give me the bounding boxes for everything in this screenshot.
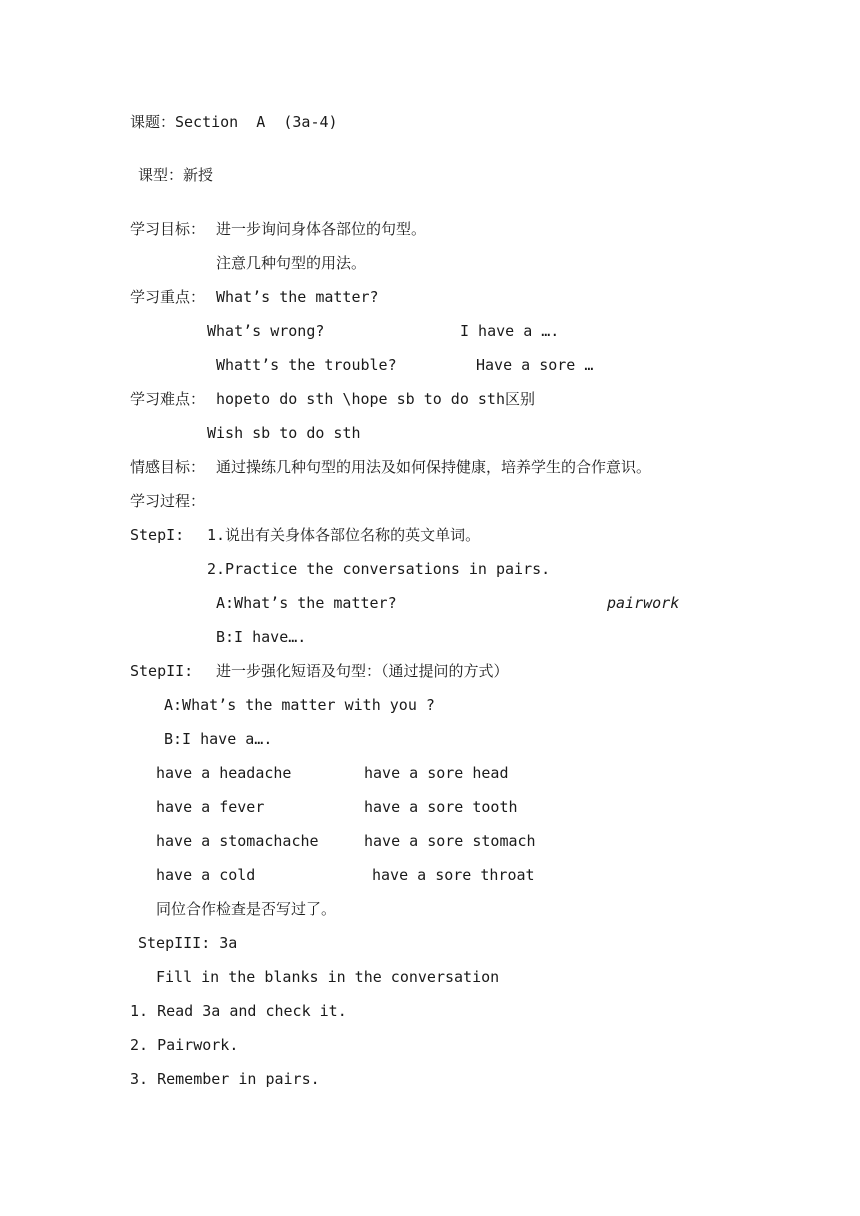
step3-label: StepIII: 3a [138, 934, 238, 952]
step1-label: StepI: [130, 526, 185, 544]
key-points-line-2b: I have a …. [460, 322, 560, 340]
step1-item-2: 2.Practice the conversations in pairs. [207, 560, 551, 578]
emotion-label: 情感目标： [130, 458, 206, 476]
step2-check: 同位合作检查是否写过了。 [156, 900, 337, 918]
step3-item: 3. Remember in pairs. [130, 1070, 320, 1088]
difficulties-line-1: hopeto do sth \hope sb to do sth区别 [216, 390, 535, 408]
key-points-line-3b: Have a sore … [476, 356, 594, 374]
emotion-text: 通过操练几种句型的用法及如何保持健康，培养学生的合作意识。 [216, 458, 652, 476]
phrase-right: have a sore stomach [364, 832, 536, 850]
step3-item: 1. Read 3a and check it. [130, 1002, 347, 1020]
step3-instruction: Fill in the blanks in the conversation [156, 968, 500, 986]
key-points-line-1: What’s the matter? [216, 288, 379, 306]
key-points-label: 学习重点： [130, 288, 206, 306]
difficulties-label: 学习难点： [130, 390, 206, 408]
phrase-right: have a sore throat [372, 866, 535, 884]
key-points-line-3a: Whatt’s the trouble? [216, 356, 397, 374]
objectives-label: 学习目标： [130, 220, 206, 238]
objectives-line-2: 注意几种句型的用法。 [216, 254, 367, 272]
step2-dialog-a: A:What’s the matter with you ? [164, 696, 435, 714]
phrase-right: have a sore tooth [364, 798, 518, 816]
step1-item-1: 1.说出有关身体各部位名称的英文单词。 [207, 526, 481, 544]
step2-dialog-b: B:I have a…. [164, 730, 273, 748]
step1-dialog-b: B:I have…. [216, 628, 307, 646]
phrase-left: have a cold [156, 866, 256, 884]
lesson-type: 课型：新授 [138, 166, 214, 184]
lesson-title: 课题：Section A (3a-4) [130, 113, 338, 131]
process-label: 学习过程： [130, 492, 206, 510]
step1-dialog-a: A:What’s the matter? [216, 594, 397, 612]
step2-text: 进一步强化短语及句型：（通过提问的方式） [216, 662, 509, 680]
phrase-left: have a headache [156, 764, 292, 782]
phrase-left: have a fever [156, 798, 265, 816]
phrase-right: have a sore head [364, 764, 509, 782]
key-points-line-2a: What’s wrong? [207, 322, 325, 340]
step2-label: StepII: [130, 662, 194, 680]
step1-pairwork-note: pairwork [607, 594, 680, 612]
step3-item: 2. Pairwork. [130, 1036, 239, 1054]
phrase-left: have a stomachache [156, 832, 319, 850]
objectives-line-1: 进一步询问身体各部位的句型。 [216, 220, 427, 238]
difficulties-line-2: Wish sb to do sth [207, 424, 361, 442]
